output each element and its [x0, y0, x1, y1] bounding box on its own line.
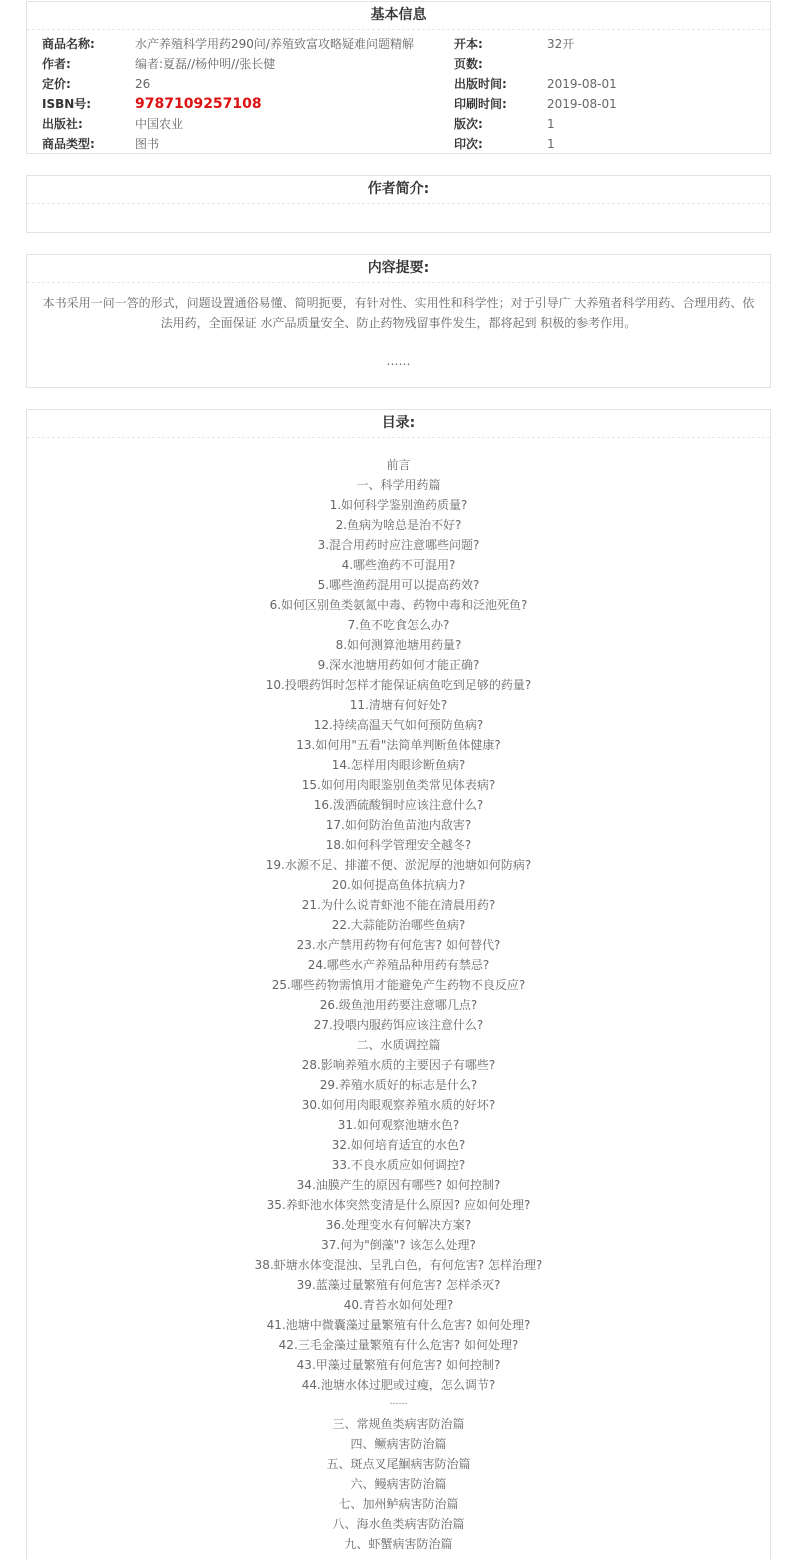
toc-item: 11.清塘有何好处? [349, 698, 448, 712]
toc-item: 37.何为"倒藻"? 该怎么处理? [321, 1238, 476, 1252]
info-value: 26 [135, 77, 151, 91]
toc-item: 16.泼洒硫酸铜时应该注意什么? [313, 798, 484, 812]
toc-item: 7.鱼不吃食怎么办? [347, 618, 450, 632]
info-value: 1 [547, 137, 555, 151]
toc-item: 五、斑点叉尾鮰病害防治篇 [326, 1457, 471, 1471]
toc-item: 38.虾塘水体变混浊、呈乳白色，有何危害? 怎样治理? [254, 1258, 543, 1272]
info-label: 商品名称: [42, 37, 95, 51]
info-row [27, 54, 770, 74]
toc-item: 14.怎样用肉眼诊断鱼病? [331, 758, 466, 772]
info-row [27, 94, 770, 114]
toc-item: 17.如何防治鱼苗池内敌害? [325, 818, 472, 832]
toc-panel [26, 409, 771, 1559]
toc-item: 八、海水鱼类病害防治篇 [332, 1517, 465, 1531]
info-label: 出版时间: [454, 77, 507, 91]
author-intro-panel [26, 175, 771, 233]
toc-item: 5.哪些渔药混用可以提高药效? [317, 578, 480, 592]
toc-item: 30.如何用肉眼观察养殖水质的好坏? [301, 1098, 496, 1112]
info-label: 印刷时间: [454, 97, 507, 111]
toc-item: 33.不良水质应如何调控? [331, 1158, 466, 1172]
info-row [27, 74, 770, 94]
toc-item: 28.影响养殖水质的主要因子有哪些? [301, 1058, 496, 1072]
toc-item: 34.油膜产生的原因有哪些? 如何控制? [296, 1178, 501, 1192]
basic-info-panel [26, 1, 771, 154]
toc-item: 6.如何区别鱼类氨氮中毒、药物中毒和泛池死鱼? [269, 598, 528, 612]
info-row [27, 34, 770, 54]
toc-item: 26.级鱼池用药要注意哪几点? [319, 998, 478, 1012]
isbn-value: 9787109257108 [135, 96, 262, 112]
info-value: 水产养殖科学用药290问/养殖致富攻略疑难问题精解 [135, 37, 414, 51]
toc-item: 10.投喂药饵时怎样才能保证病鱼吃到足够的药量? [265, 678, 532, 692]
toc-title: 目录: [27, 410, 770, 438]
toc-item: 42.三毛金藻过量繁殖有什么危害? 如何处理? [278, 1338, 519, 1352]
info-value: 32开 [547, 37, 575, 51]
toc-item: 19.水源不足、排灌不便、淤泥厚的池塘如何防病? [265, 858, 532, 872]
toc-item: …… [389, 1397, 408, 1407]
toc-item: 31.如何观察池塘水色? [337, 1118, 460, 1132]
info-label: ISBN号: [42, 97, 92, 111]
toc-item: 39.蓝藻过量繁殖有何危害? 怎样杀灭? [296, 1278, 501, 1292]
info-label: 页数: [454, 57, 483, 71]
toc-item: 2.鱼病为啥总是治不好? [335, 518, 462, 532]
summary-panel [26, 254, 771, 388]
toc-item: 23.水产禁用药物有何危害? 如何替代? [296, 938, 501, 952]
info-value: 2019-08-01 [547, 97, 617, 111]
toc-item: 15.如何用肉眼鉴别鱼类常见体表病? [301, 778, 496, 792]
info-value: 1 [547, 117, 555, 131]
toc-list [27, 455, 770, 1554]
toc-item: 九、虾蟹病害防治篇 [344, 1537, 453, 1551]
toc-item: 4.哪些渔药不可混用? [341, 558, 456, 572]
toc-item: 9.深水池塘用药如何才能正确? [317, 658, 480, 672]
toc-item: 21.为什么说青虾池不能在清晨用药? [301, 898, 496, 912]
info-label: 出版社: [42, 117, 83, 131]
toc-item: 36.处理变水有何解决方案? [325, 1218, 472, 1232]
info-row [27, 134, 770, 154]
toc-item: 3.混合用药时应注意哪些问题? [317, 538, 480, 552]
info-value: 中国农业 [135, 117, 184, 131]
toc-item: 40.青苔水如何处理? [343, 1298, 454, 1312]
info-value: 2019-08-01 [547, 77, 617, 91]
info-label: 开本: [454, 37, 483, 51]
toc-item: 24.哪些水产养殖品种用药有禁忌? [307, 958, 490, 972]
basic-info-title: 基本信息 [27, 2, 770, 30]
toc-item: 35.养虾池水体突然变清是什么原因? 应如何处理? [266, 1198, 531, 1212]
info-label: 定价: [42, 77, 71, 91]
toc-item: 44.池塘水体过肥或过瘦，怎么调节? [301, 1378, 496, 1392]
summary-title: 内容提要: [27, 255, 770, 283]
toc-item: 43.甲藻过量繁殖有何危害? 如何控制? [296, 1358, 501, 1372]
info-label: 商品类型: [42, 137, 95, 151]
toc-item: 32.如何培育适宜的水色? [331, 1138, 466, 1152]
toc-item: 27.投喂内服药饵应该注意什么? [313, 1018, 484, 1032]
info-label: 印次: [454, 137, 483, 151]
author-intro-title: 作者简介: [27, 176, 770, 204]
toc-item: 18.如何科学管理安全越冬? [325, 838, 472, 852]
info-row [27, 114, 770, 134]
toc-item: 8.如何测算池塘用药量? [335, 638, 462, 652]
toc-item: 12.持续高温天气如何预防鱼病? [313, 718, 484, 732]
toc-item: 二、水质调控篇 [356, 1038, 441, 1052]
summary-ellipsis: …… [386, 354, 411, 368]
info-value: 编者:夏磊//杨仲明//张长健 [135, 57, 276, 71]
toc-item: 41.池塘中微囊藻过量繁殖有什么危害? 如何处理? [266, 1318, 531, 1332]
toc-item: 七、加州鲈病害防治篇 [338, 1497, 459, 1511]
toc-item: 1.如何科学鉴别渔药质量? [329, 498, 468, 512]
toc-item: 22.大蒜能防治哪些鱼病? [331, 918, 466, 932]
info-label: 版次: [454, 117, 483, 131]
toc-item: 四、鳜病害防治篇 [350, 1437, 447, 1451]
toc-item: 29.养殖水质好的标志是什么? [319, 1078, 478, 1092]
info-label: 作者: [42, 57, 71, 71]
toc-item: 20.如何提高鱼体抗病力? [331, 878, 466, 892]
toc-item: 13.如何用"五看"法简单判断鱼体健康? [296, 738, 501, 752]
toc-item: 一、科学用药篇 [356, 478, 441, 492]
toc-item: 六、鳗病害防治篇 [350, 1477, 447, 1491]
info-value: 图书 [135, 137, 160, 151]
summary-text: 本书采用一问一答的形式，问题设置通俗易懂、简明扼要，有针对性、实用性和科学性；对于引导广 大养殖者科学用药、合理用药、依法用药，全面保证 水产品质量安全、防止药物残留事件发生，都将起到 积极的参考作用。 [42, 296, 755, 330]
toc-item: 三、常规鱼类病害防治篇 [332, 1417, 465, 1431]
toc-item: 25.哪些药物需慎用才能避免产生药物不良反应? [271, 978, 526, 992]
toc-item: 前言 [386, 458, 411, 472]
